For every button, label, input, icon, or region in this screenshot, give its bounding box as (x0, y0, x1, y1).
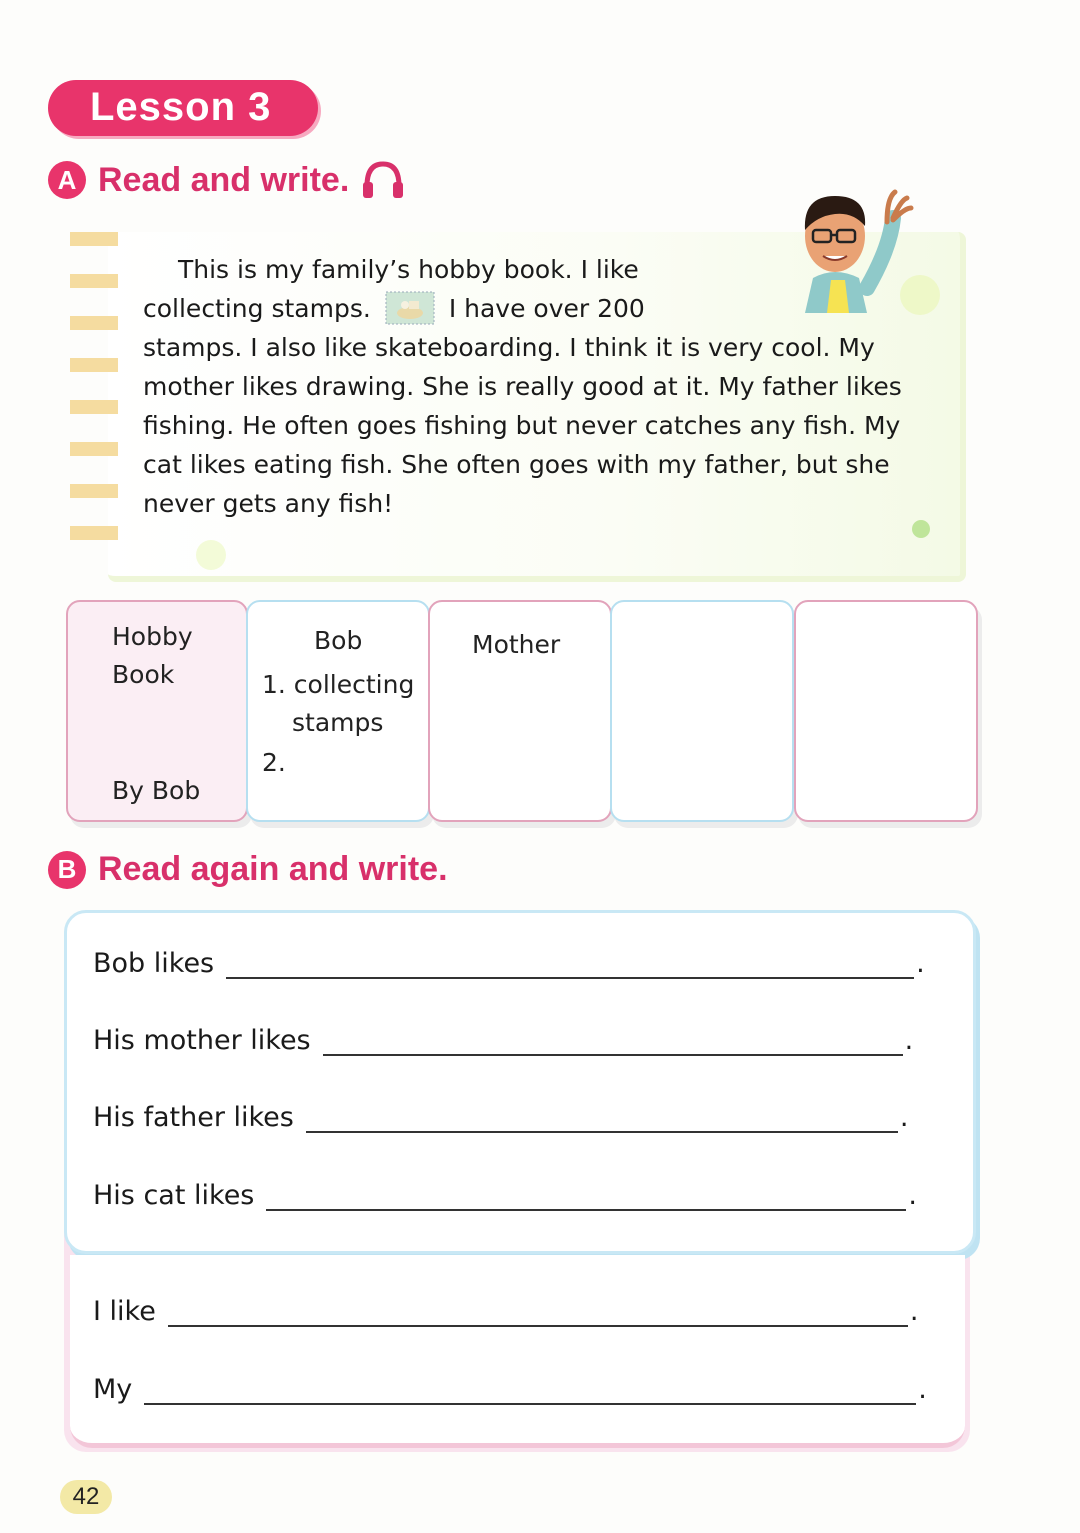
bob-heading: Bob (314, 626, 363, 655)
period: . (899, 1102, 909, 1133)
hobby-book-cover-card (66, 600, 248, 822)
passage-line: mother likes drawing. She is really good at it. My father likes (143, 372, 902, 401)
period: . (916, 948, 925, 979)
answer-blank[interactable] (144, 1377, 916, 1405)
section-a-title: Read and write. (98, 160, 350, 199)
writing-box-lower (70, 1255, 965, 1448)
cover-title-line2: Book (112, 660, 175, 689)
period: . (908, 1180, 917, 1211)
section-a-heading (48, 160, 405, 200)
period: . (909, 1296, 919, 1327)
hobby-book-mother-card[interactable] (428, 600, 612, 822)
section-b-badge: B (48, 851, 86, 889)
passage-line: never gets any fish! (143, 489, 394, 518)
stamp-icon (385, 291, 435, 325)
prompt-text: My (93, 1374, 133, 1405)
passage-fragment: I have over 200 (448, 294, 645, 323)
mother-heading: Mother (472, 630, 561, 659)
writing-line (93, 1102, 908, 1133)
writing-line (93, 1025, 913, 1056)
answer-blank[interactable] (168, 1299, 908, 1327)
writing-line (93, 948, 925, 979)
hobby-book-blank-card[interactable] (610, 600, 794, 822)
answer-blank[interactable] (306, 1105, 898, 1133)
cover-author: By Bob (112, 776, 201, 805)
headphones-icon[interactable] (361, 160, 405, 200)
bob-item-2[interactable]: 2. (262, 748, 286, 777)
decor-dot (196, 540, 226, 570)
answer-blank[interactable] (266, 1183, 906, 1211)
passage-line: stamps. I also like skateboarding. I think it is very cool. My (143, 333, 875, 362)
passage-line: cat likes eating fish. She often goes with my father, but she (143, 450, 890, 479)
passage-line: This is my family’s hobby book. I like (178, 255, 639, 284)
bob-item-1: 1. collecting (262, 670, 415, 699)
section-b-heading (48, 850, 448, 889)
period: . (918, 1374, 927, 1405)
boy-illustration (775, 178, 940, 313)
bob-item-1-cont: stamps (292, 708, 384, 737)
writing-line (93, 1180, 917, 1211)
prompt-text: I like (93, 1296, 156, 1327)
page-number: 42 (60, 1480, 112, 1514)
lesson-title-pill (48, 80, 318, 136)
prompt-text: His cat likes (93, 1180, 255, 1211)
passage-fragment: collecting stamps. (143, 294, 371, 323)
panel-stripes (70, 232, 118, 568)
answer-blank[interactable] (226, 951, 914, 979)
section-b-title: Read again and write. (98, 850, 448, 888)
cover-title-line1: Hobby (112, 622, 193, 651)
hobby-book-blank-card[interactable] (794, 600, 978, 822)
prompt-text: Bob likes (93, 948, 215, 979)
hobby-book-bob-card (246, 600, 430, 822)
period: . (904, 1025, 914, 1056)
answer-blank[interactable] (323, 1028, 903, 1056)
section-a-badge: A (48, 161, 86, 199)
writing-line (93, 1296, 918, 1327)
lesson-title: Lesson 3 (90, 85, 272, 129)
passage-line: fishing. He often goes fishing but never catches any fish. My (143, 411, 901, 440)
prompt-text: His father likes (93, 1102, 294, 1133)
prompt-text: His mother likes (93, 1025, 311, 1056)
writing-line (93, 1374, 927, 1405)
